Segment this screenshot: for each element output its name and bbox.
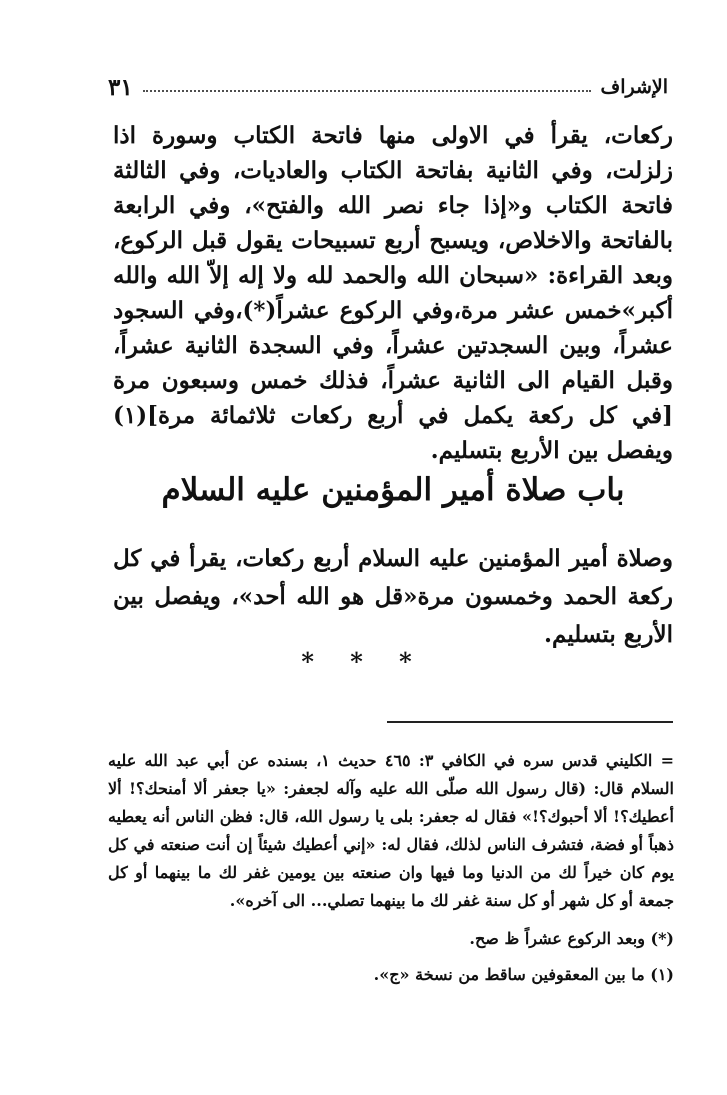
header-title: الإشراف xyxy=(600,76,668,98)
footnotes xyxy=(108,747,674,989)
section-title: باب صلاة أمير المؤمنين عليه السلام xyxy=(161,472,625,508)
running-header xyxy=(108,72,668,102)
section-separator: * * * xyxy=(301,647,426,676)
header-dotted-leader xyxy=(143,90,591,92)
main-text-block xyxy=(113,118,673,468)
footnote-rule xyxy=(387,721,673,723)
footnote-star: (*) وبعد الركوع عشراً ظ صح. xyxy=(469,929,674,948)
section-paragraph: وصلاة أمير المؤمنين عليه السلام أربع ركعات، يقرأ في كل ركعة الحمد وخمسون مرة«قل هو الله أحد»، ويفصل بين الأربع بتسليم. xyxy=(113,545,673,648)
footnote-one: (١) ما بين المعقوفين ساقط من نسخة «ج». xyxy=(373,965,674,984)
page-number: ٣١ xyxy=(108,73,133,101)
main-paragraph: ركعات، يقرأ في الاولى منها فاتحة الكتاب وسورة اذا زلزلت، وفي الثانية بفاتحة الكتاب والعاديات، وفي الثالثة فاتحة الكتاب و«إذا جاء نصر الله والفتح»، وفي الرابعة بالفاتحة والاخلاص، ويسبح أربع تسبيحات يقول قبل الركوع، وبعد القراءة: «سبحان الله والحمد لله ولا إله إلاّ الله والله أكبر»خمس عشر مرة،وفي الركوع عشراً(*)،وفي السجود عشراً، وبين السجدتين عشراً، وفي السجدة الثانية عشراً، وقبل القيام الى الثانية عشراً، فذلك خمس وسبعون مرة [في كل ركعة يكمل في أربع ركعات ثلاثمائة مرة](١) ويفصل بين الأربع بتسليم. xyxy=(113,122,673,464)
footnote-continuation: = الكليني قدس سره في الكافي ٣: ٤٦٥ حديث ١، بسنده عن أبي عبد الله عليه السلام قال: (قال رسول الله صلّى الله عليه وآله لجعفر: «يا جعفر ألا أمنحك؟! ألا أعطيك؟! ألا أحبوك؟!» فقال له جعفر: بلى يا رسول الله، قال: فظن الناس أنه يعطيه ذهباً أو فضة، فتشرف الناس لذلك، فقال له: «إني أعطيك شيئاً إن أنت صنعته في كل يوم كان خيراً لك من الدنيا وما فيها وان صنعته بين يومين غفر لك ما بينهما أو كل جمعة أو كل شهر أو كل سنة غفر لك ما بينهما تصلي... الى آخره». xyxy=(108,751,675,910)
section-text-block xyxy=(113,540,673,654)
